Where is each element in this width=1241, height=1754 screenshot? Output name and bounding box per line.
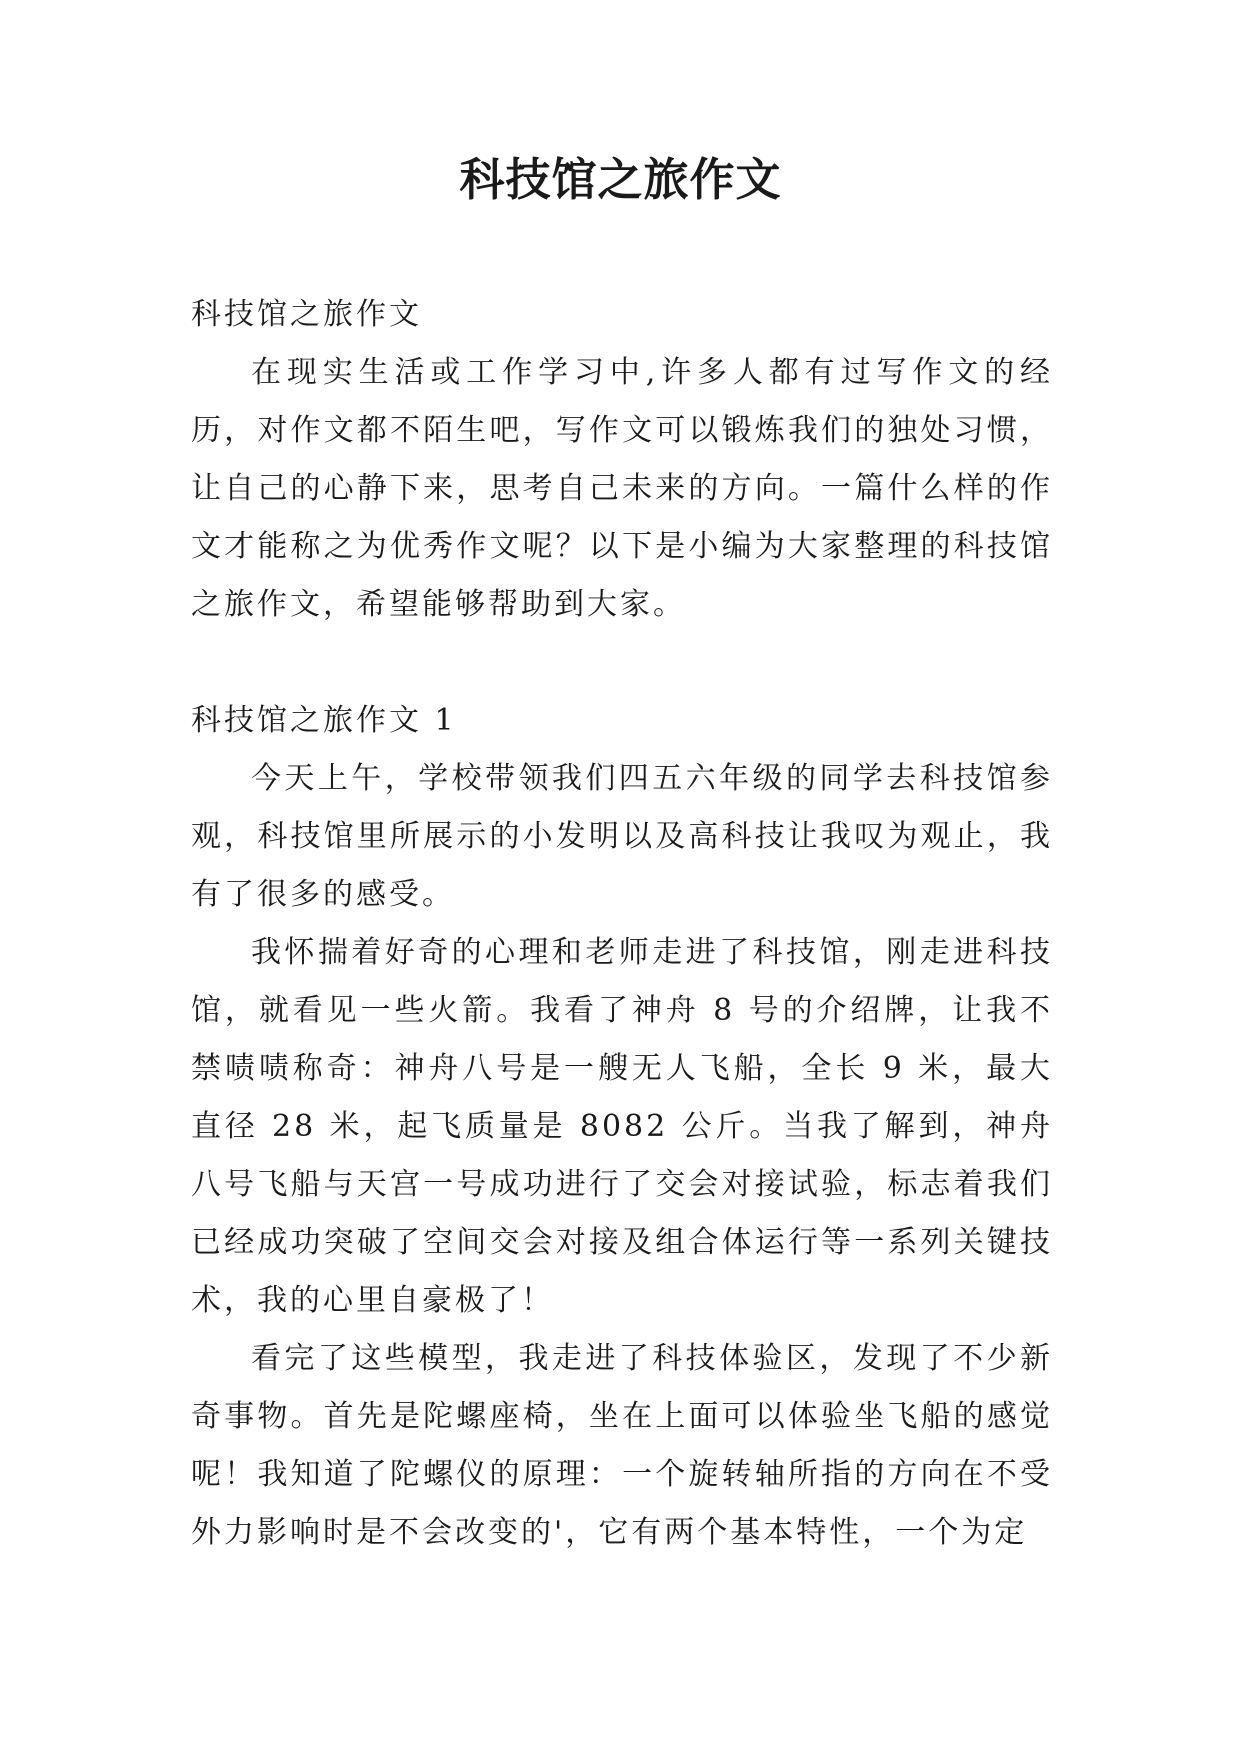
section-spacer bbox=[191, 634, 1053, 692]
intro-paragraph: 在现实生活或工作学习中,许多人都有过写作文的经历，对作文都不陌生吧，写作文可以锻炼我们的独处习惯，让自己的心静下来，思考自己未来的方向。一篇什么样的作文才能称之为优秀作文呢？以下是小编为大家整理的科技馆之旅作文，希望能够帮助到大家。 bbox=[191, 355, 1053, 622]
intro-heading: 科技馆之旅作文 bbox=[191, 297, 422, 332]
essay-1-heading: 科技馆之旅作文 1 bbox=[191, 703, 457, 738]
essay-1-paragraph-3: 看完了这些模型，我走进了科技体验区，发现了不少新奇事物。首先是陀螺座椅，坐在上面可以体验坐飞船的感觉呢！我知道了陀螺仪的原理：一个旋转轴所指的方向在不受外力影响时是不会改变的'，它有两个基本特性，一个为定 bbox=[191, 1341, 1053, 1550]
essay-1-paragraph-1: 今天上午，学校带领我们四五六年级的同学去科技馆参观，科技馆里所展示的小发明以及高科技让我叹为观止，我有了很多的感受。 bbox=[191, 761, 1053, 912]
essay-1-paragraph-2: 我怀揣着好奇的心理和老师走进了科技馆，刚走进科技馆，就看见一些火箭。我看了神舟 8 号的介绍牌，让我不禁啧啧称奇：神舟八号是一艘无人飞船，全长 9 米，最大直径 28 米，起飞质量是 8082 公斤。当我了解到，神舟八号飞船与天宫一号成功进行了交会对接试验，标志着我们已经成功突破了空间交会对接及组合体运行等一系列关键技术，我的心里自豪极了！ bbox=[191, 935, 1053, 1318]
document-body bbox=[191, 286, 1053, 1562]
document-title: 科技馆之旅作文 bbox=[459, 153, 782, 206]
